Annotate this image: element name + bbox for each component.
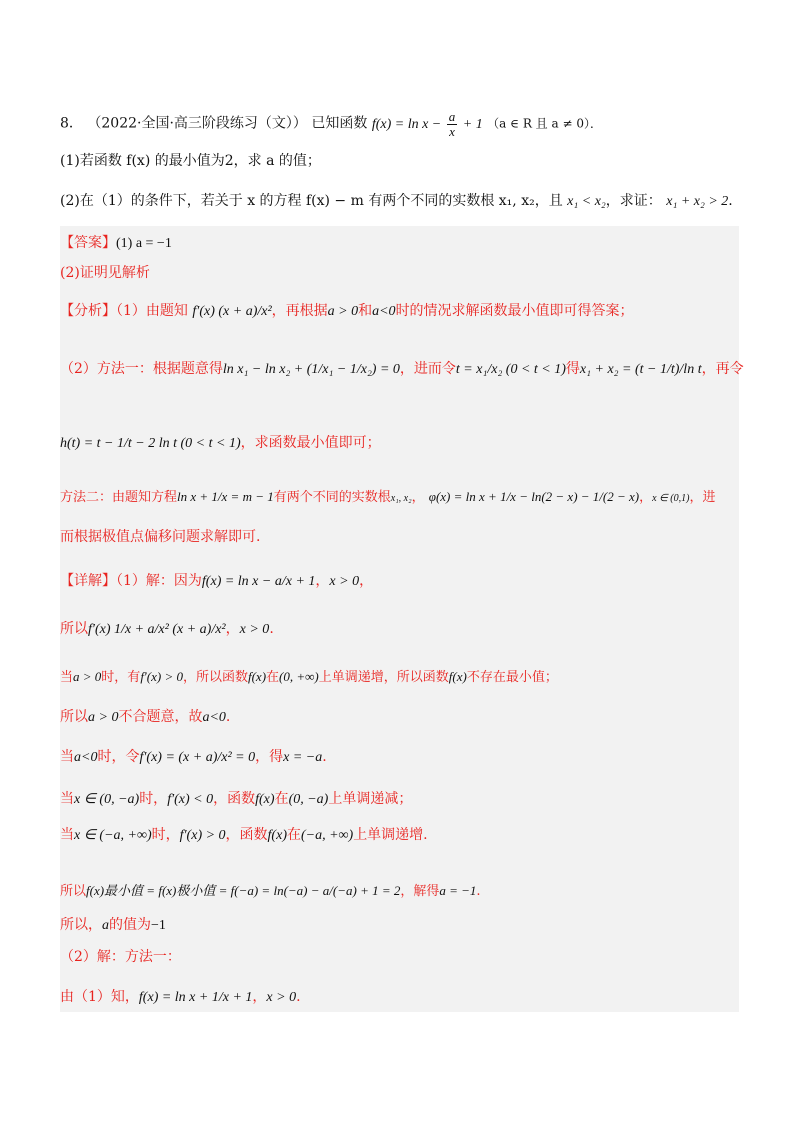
analysis-line-4 — [60, 486, 715, 505]
detail-6i: 上单调递减； — [328, 791, 413, 807]
detail-5d: f′(x) = (x + a)/x² = 0 — [139, 750, 256, 765]
detail-7i: 上单调递增. — [353, 827, 428, 843]
question-2-claim: x₁ + x₂ > 2 — [666, 194, 729, 209]
detail-6b: x ∈ (0, −a) — [74, 792, 140, 807]
question-1-text: (1)若函数 f(x) 的最小值为2，求 a 的值； — [60, 153, 321, 169]
detail-5g: . — [322, 749, 327, 765]
detail-8d: a = −1 — [439, 883, 477, 898]
detail-3h: (0, +∞) — [279, 669, 319, 684]
detail-5e: ，得 — [255, 749, 284, 765]
detail-7b: x ∈ (−a, +∞) — [74, 828, 152, 843]
question-1 — [60, 150, 321, 170]
answer-tag: 【答案】 — [60, 235, 116, 251]
analysis-4d: x₁, x₂ — [390, 493, 412, 504]
detail-line-10 — [60, 946, 181, 966]
analysis-2b: ln x₁ − ln x₂ + (1/x₁ − 1/x₂) = 0 — [222, 362, 400, 377]
detail-3b: a > 0 — [73, 669, 102, 684]
analysis-tag: 【分析】 — [60, 303, 116, 319]
detail-line-2 — [60, 618, 274, 638]
answer-1: (1) a = −1 — [116, 236, 172, 251]
analysis-1b: f′(x) (x + a)/x² — [192, 304, 272, 319]
detail-7e: ，函数 — [225, 827, 268, 843]
detail-line-8 — [60, 880, 481, 899]
detail-4c: 不合题意，故 — [118, 709, 203, 725]
analysis-4b: ln x + 1/x = m − 1 — [177, 489, 274, 504]
detail-11b: f(x) = ln x + 1/x + 1 — [138, 990, 253, 1005]
analysis-4i: ，进 — [689, 490, 716, 505]
detail-8b: f(x)最小值 = f(x)极小值 = f(−a) = ln(−a) − a/(−a) + 1 = 2 — [86, 883, 401, 898]
detail-3k: 不存在最小值； — [466, 670, 558, 685]
analysis-4c: 有两个不同的实数根 — [273, 490, 391, 505]
detail-11e: . — [296, 989, 301, 1005]
problem-line — [60, 110, 602, 139]
detail-line-7 — [60, 824, 428, 844]
problem-condition: （a ∈ R 且 a ≠ 0）． — [487, 116, 602, 131]
analysis-2e: 得 — [565, 361, 580, 377]
detail-2b: f′(x) 1/x + a/x² (x + a)/x² — [88, 622, 226, 637]
analysis-4f: φ(x) = ln x + 1/x − ln(2 − x) − 1/(2 − x) — [428, 489, 640, 504]
detail-10: （2）解：方法一： — [60, 949, 181, 965]
question-2-cond: x₁ < x₂ — [567, 194, 606, 209]
question-2-text-c: ，求证： — [605, 193, 662, 209]
detail-6f: f(x) — [255, 792, 275, 807]
detail-tag: 【详解】 — [60, 573, 116, 589]
detail-3a: 当 — [60, 670, 74, 685]
detail-9c: 的值为 — [109, 917, 151, 933]
analysis-4g: ， — [639, 490, 653, 505]
detail-1b: f(x) = ln x − a/x + 1 — [201, 574, 316, 589]
analysis-1c: ，再根据 — [271, 303, 328, 319]
detail-11d: x > 0 — [266, 990, 297, 1005]
detail-6d: f′(x) < 0 — [167, 792, 214, 807]
detail-9b: a — [102, 918, 109, 933]
detail-9d: −1 — [151, 918, 166, 933]
analysis-5: 而根据极值点偏移问题求解即可. — [60, 529, 261, 545]
detail-9a: 所以， — [60, 917, 102, 933]
answer-line-1 — [60, 232, 172, 252]
detail-line-5 — [60, 746, 327, 766]
analysis-2g: ，再令 — [701, 361, 744, 377]
detail-3d: f′(x) > 0 — [140, 669, 183, 684]
detail-6a: 当 — [60, 791, 74, 807]
question-2 — [60, 190, 733, 210]
question-2-text-a: (2)在（1）的条件下，若关于 x 的方程 f(x) − m 有两个不同的实数根 x₁, x₂，且 — [60, 193, 563, 209]
analysis-2c: ，进而令 — [399, 361, 456, 377]
analysis-line-3 — [60, 432, 381, 452]
detail-1c: ， — [315, 573, 330, 589]
detail-3g: 在 — [266, 670, 280, 685]
analysis-4a: 方法二：由题知方程 — [60, 490, 178, 505]
detail-11a: 由（1）知， — [60, 989, 139, 1005]
detail-6g: 在 — [274, 791, 289, 807]
detail-line-4 — [60, 706, 230, 726]
detail-2a: 所以 — [60, 621, 88, 637]
detail-5c: 时，令 — [97, 749, 140, 765]
analysis-1d: a > 0 — [327, 304, 359, 319]
detail-3f: f(x) — [247, 669, 267, 684]
detail-line-6 — [60, 788, 412, 808]
detail-5f: x = −a — [283, 750, 323, 765]
analysis-3b: ，求函数最小值即可； — [240, 435, 381, 451]
analysis-3a: h(t) = t − 1/t − 2 ln t (0 < t < 1) — [60, 436, 241, 451]
detail-3i: 上单调递增，所以函数 — [318, 670, 449, 685]
detail-1a: （1）解：因为 — [116, 573, 202, 589]
detail-3c: 时，有 — [101, 670, 141, 685]
detail-3j: f(x) — [448, 669, 467, 684]
analysis-4e: ， — [411, 490, 425, 505]
problem-number: 8． — [60, 115, 83, 132]
detail-7h: (−a, +∞) — [300, 828, 354, 843]
detail-4b: a > 0 — [88, 710, 119, 725]
analysis-2d: t = x₁/x₂ (0 < t < 1) — [455, 362, 566, 377]
detail-2e: . — [269, 621, 274, 637]
analysis-2f: x₁ + x₂ = (t − 1/t)/ln t — [579, 362, 702, 377]
problem-intro: 已知函数 — [311, 115, 368, 132]
problem-source: （2022·全国·高三阶段练习（文）） — [87, 115, 307, 132]
detail-8e: . — [476, 884, 481, 899]
analysis-1e: 和 — [358, 303, 373, 319]
detail-7f: f(x) — [267, 828, 287, 843]
detail-6h: (0, −a) — [288, 792, 329, 807]
detail-1d: x > 0 — [329, 574, 360, 589]
detail-7g: 在 — [286, 827, 301, 843]
detail-7d: f′(x) > 0 — [179, 828, 226, 843]
detail-2c: ， — [225, 621, 240, 637]
detail-6e: ，函数 — [213, 791, 256, 807]
problem-function-render: f(x) = ln x − $\frac{a}{x}$ + 1 — [371, 109, 483, 139]
answer-line-2 — [60, 262, 150, 282]
detail-line-3 — [60, 666, 558, 685]
analysis-4h: x ∈ (0,1) — [652, 493, 690, 504]
analysis-line-2 — [60, 358, 744, 378]
detail-4e: . — [225, 709, 231, 725]
analysis-line-1 — [60, 300, 634, 320]
detail-2d: x > 0 — [239, 622, 270, 637]
detail-1e: ， — [359, 573, 374, 589]
detail-5a: 当 — [60, 749, 74, 765]
detail-8a: 所以 — [60, 884, 87, 899]
detail-line-9 — [60, 914, 166, 934]
detail-11c: ， — [252, 989, 267, 1005]
analysis-1f: a<0 — [372, 304, 396, 319]
analysis-1a: （1）由题知 — [116, 303, 188, 319]
analysis-line-5 — [60, 526, 260, 546]
detail-line-1 — [60, 570, 373, 590]
detail-6c: 时， — [139, 791, 168, 807]
detail-5b: a<0 — [74, 750, 98, 765]
detail-7a: 当 — [60, 827, 74, 843]
analysis-2a: （2）方法一：根据题意得 — [60, 361, 223, 377]
answer-2: (2)证明见解析 — [60, 265, 150, 281]
detail-7c: 时， — [151, 827, 180, 843]
detail-8c: ，解得 — [400, 884, 440, 899]
detail-4a: 所以 — [60, 709, 88, 725]
detail-4d: a<0 — [202, 710, 226, 725]
detail-line-11 — [60, 986, 301, 1006]
question-2-period: . — [728, 193, 733, 209]
analysis-1g: 时的情况求解函数最小值即可得答案； — [395, 303, 634, 319]
detail-3e: ，所以函数 — [182, 670, 248, 685]
